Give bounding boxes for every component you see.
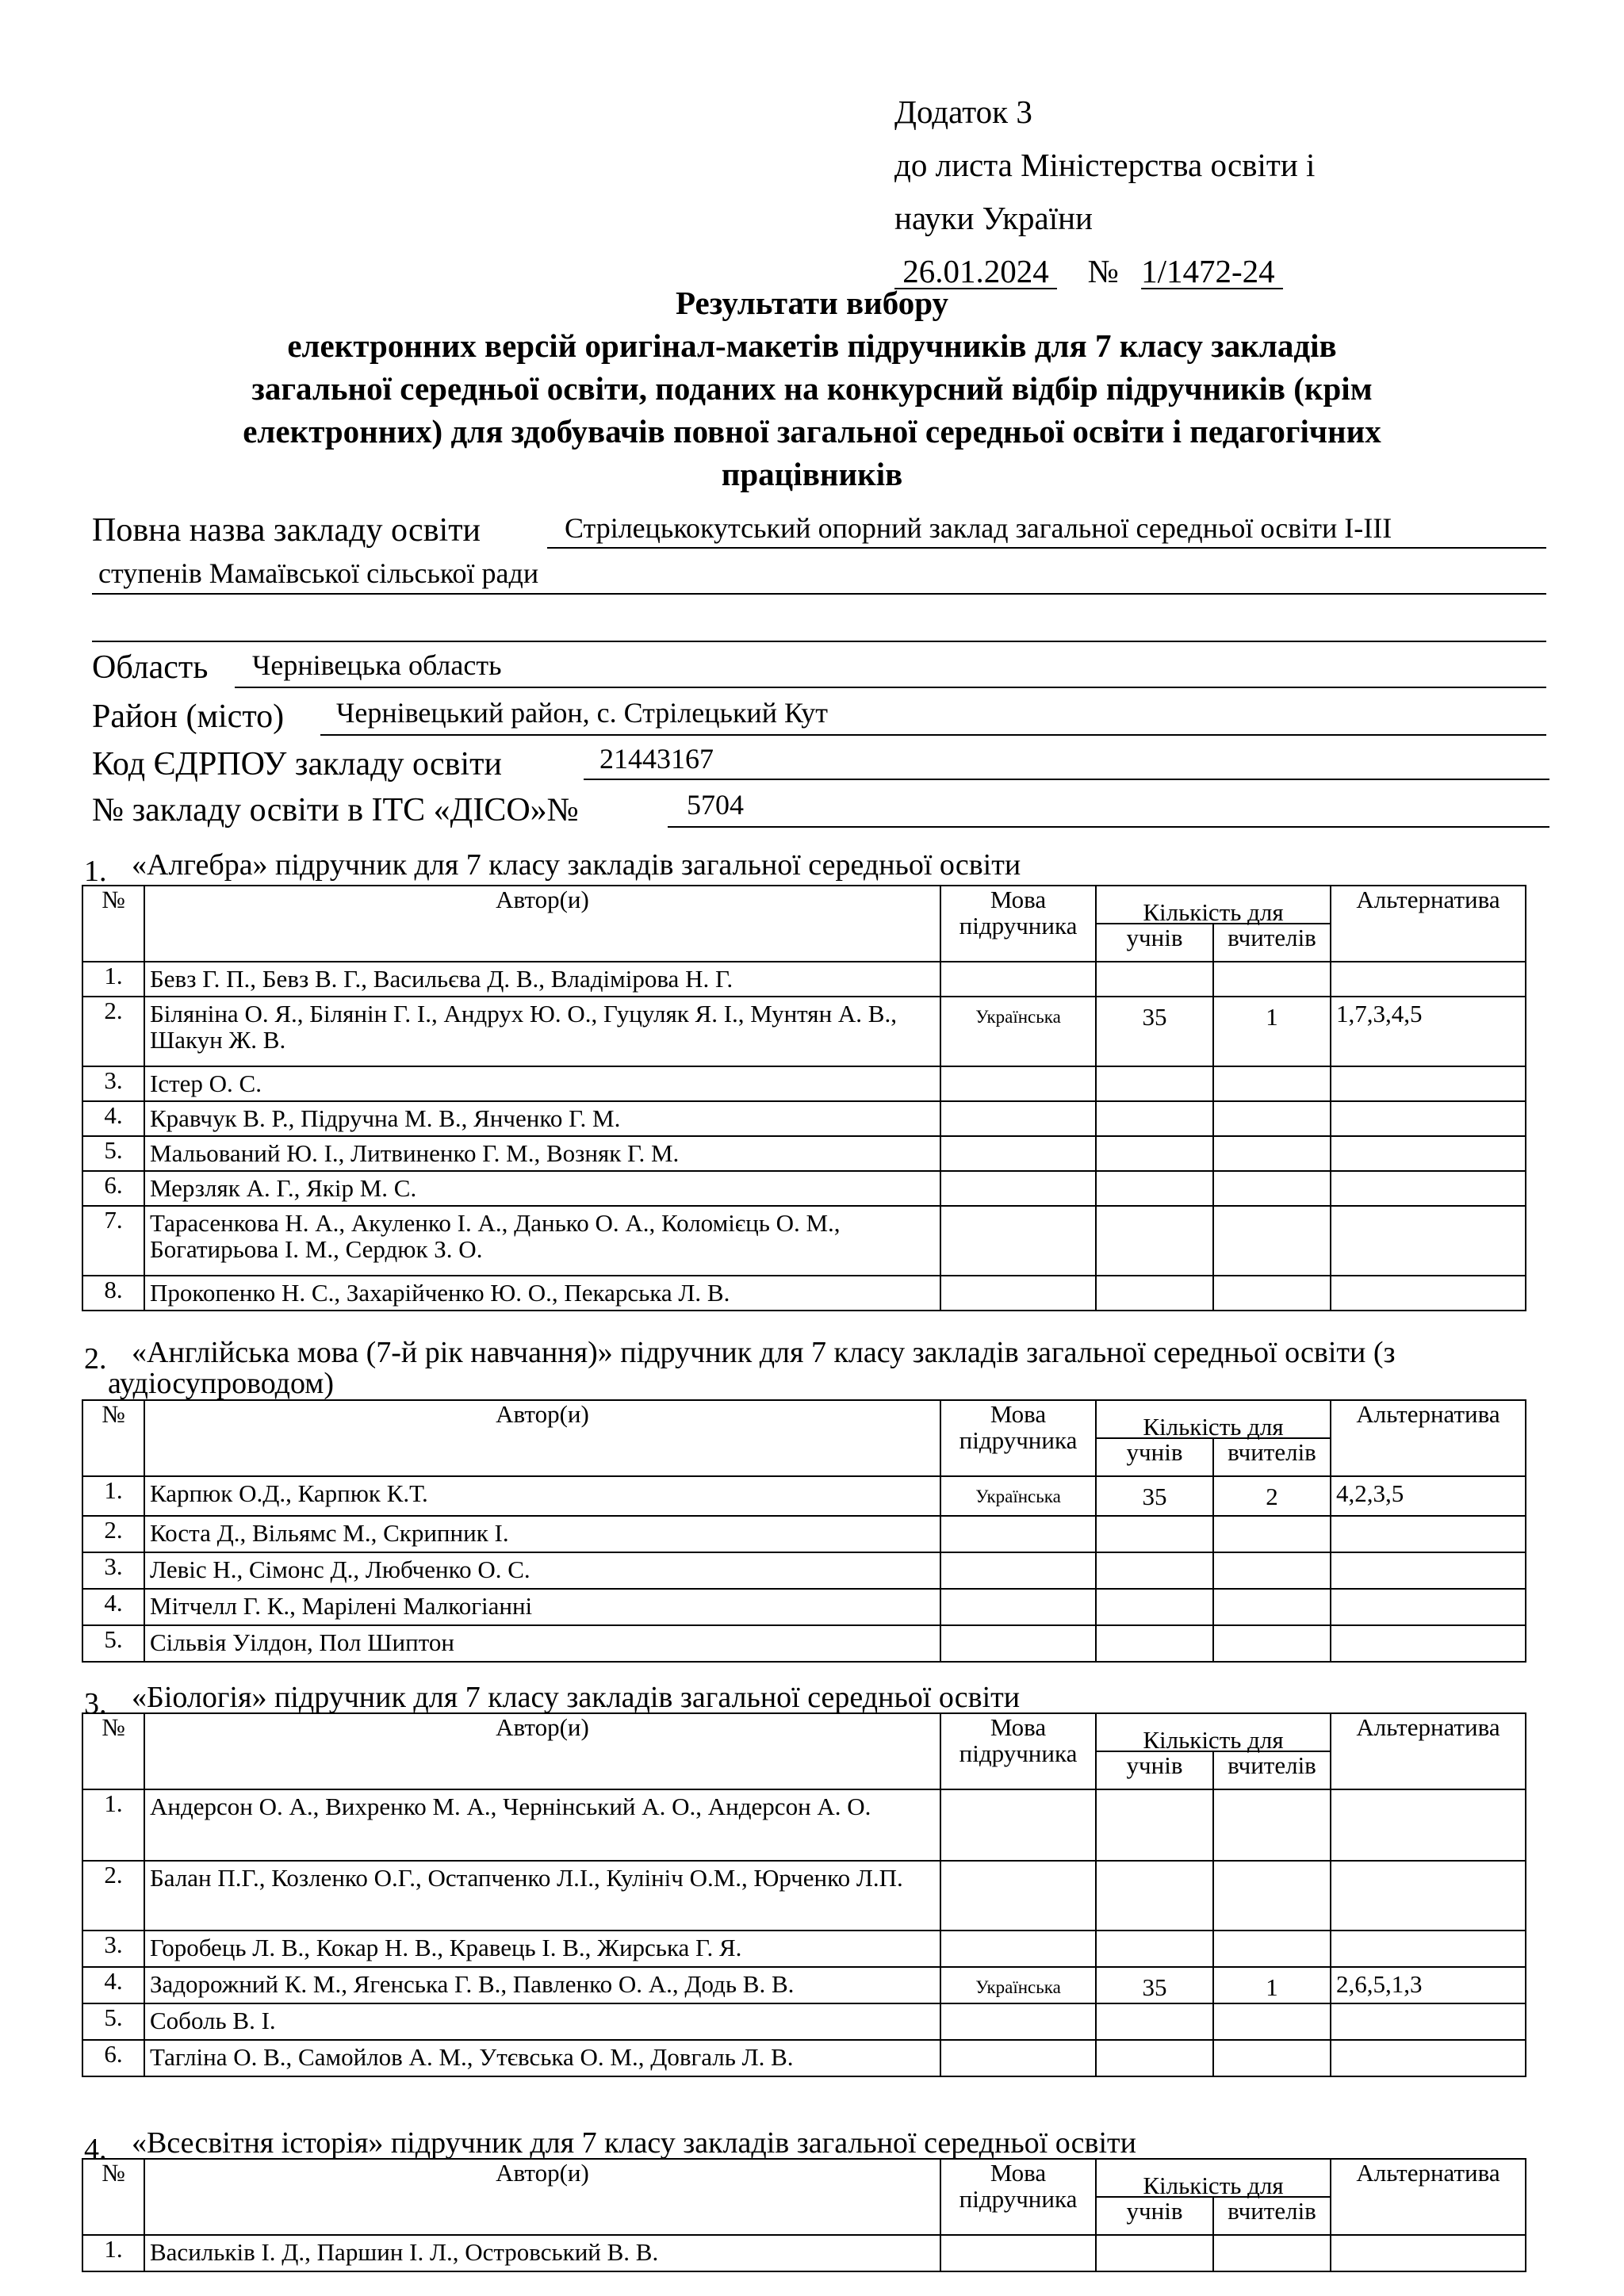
row-lang	[940, 2003, 1096, 2040]
row-teachers	[1213, 1552, 1331, 1589]
addendum-date: 26.01.2024	[894, 253, 1057, 289]
edrpou-underline	[584, 779, 1549, 780]
row-students: 35	[1096, 1476, 1213, 1516]
row-author: Левіс Н., Сімонс Д., Любченко О. С.	[144, 1552, 940, 1589]
row-teachers	[1213, 1625, 1331, 1662]
row-lang	[940, 2235, 1096, 2271]
table-row	[82, 1276, 1526, 1311]
row-author: Істер О. С.	[144, 1066, 940, 1101]
district-value: Чернівецький район, с. Стрілецький Кут	[336, 697, 828, 729]
region-label: Область	[92, 649, 209, 686]
its-underline	[668, 826, 1549, 828]
row-lang	[940, 1789, 1096, 1861]
row-author: Кравчук В. Р., Підручна М. В., Янченко Г. М.	[144, 1101, 940, 1136]
header-author: Автор(и)	[144, 2159, 940, 2235]
row-author: Тагліна О. В., Самойлов А. М., Утєвська О. М., Довгаль Л. В.	[144, 2040, 940, 2076]
header-lang	[940, 886, 1096, 962]
header-alternative: Альтернатива	[1331, 1713, 1526, 1789]
row-lang: Українська	[940, 1967, 1096, 2003]
table-row	[82, 1476, 1526, 1516]
header-count: Кількість для	[1096, 886, 1331, 924]
row-lang	[940, 1589, 1096, 1625]
table-row	[82, 2003, 1526, 2040]
district-underline	[320, 734, 1546, 736]
row-teachers	[1213, 1136, 1331, 1171]
row-alternative: 2,6,5,1,3	[1331, 1967, 1526, 2003]
row-number: 5.	[82, 1136, 144, 1171]
row-author: Тарасенкова Н. А., Акуленко І. А., Данько О. А., Коломієць О. М., Богатирьова І. М., Сердюк З. О.	[144, 1206, 940, 1276]
row-teachers	[1213, 2003, 1331, 2040]
region-value: Чернівецька область	[252, 649, 502, 681]
section-4-title	[84, 2125, 1136, 2166]
row-teachers: 1	[1213, 997, 1331, 1066]
row-lang	[940, 1206, 1096, 1276]
row-number: 1.	[82, 962, 144, 997]
table-row	[82, 1967, 1526, 2003]
row-number: 2.	[82, 1516, 144, 1552]
full-name-underline-2	[92, 593, 1546, 595]
row-number: 4.	[82, 1589, 144, 1625]
table-header-row	[82, 2159, 1526, 2197]
title-line-5: працівників	[721, 456, 903, 492]
row-number: 1.	[82, 2235, 144, 2271]
table-row	[82, 1206, 1526, 1276]
row-lang	[940, 1066, 1096, 1101]
header-alternative: Альтернатива	[1331, 1400, 1526, 1476]
section-4-title-text: «Всесвітня історія» підручник для 7 класу закладів загальної середньої освіти	[132, 2126, 1136, 2160]
row-lang: Українська	[940, 997, 1096, 1066]
row-alternative	[1331, 1276, 1526, 1311]
row-teachers	[1213, 1206, 1331, 1276]
row-author: Задорожний К. М., Ягенська Г. В., Павленко О. А., Додь В. В.	[144, 1967, 940, 2003]
table-header-row	[82, 1400, 1526, 1438]
section-3-title	[84, 1679, 1021, 1720]
row-number: 6.	[82, 1171, 144, 1206]
header-author: Автор(и)	[144, 1400, 940, 1476]
row-number: 2.	[82, 1861, 144, 1931]
header-no: №	[82, 1713, 144, 1789]
row-alternative	[1331, 2040, 1526, 2076]
row-students	[1096, 2235, 1213, 2271]
header-lang-line-1: Мова	[990, 1400, 1047, 1428]
addendum-block	[894, 86, 1315, 298]
row-students	[1096, 1861, 1213, 1931]
row-students	[1096, 1552, 1213, 1589]
row-students	[1096, 1171, 1213, 1206]
row-lang	[940, 1625, 1096, 1662]
row-teachers	[1213, 1589, 1331, 1625]
row-alternative	[1331, 1861, 1526, 1931]
row-lang	[940, 1276, 1096, 1311]
row-students: 35	[1096, 1967, 1213, 2003]
header-lang-line-2: підручника	[959, 1426, 1078, 1454]
row-students	[1096, 1589, 1213, 1625]
row-alternative	[1331, 1625, 1526, 1662]
row-students	[1096, 1625, 1213, 1662]
row-teachers: 1	[1213, 1967, 1331, 2003]
row-teachers	[1213, 2235, 1331, 2271]
table-row	[82, 1625, 1526, 1662]
section-1-title-text: «Алгебра» підручник для 7 класу закладів загальної середньої освіти	[132, 848, 1021, 882]
region-underline	[235, 687, 1546, 688]
table-row	[82, 1516, 1526, 1552]
section-2-title-text: «Англійська мова (7-й рік навчання)» підручник для 7 класу закладів загальної середньої освіти (з	[132, 1336, 1396, 1369]
header-count: Кількість для	[1096, 2159, 1331, 2197]
row-teachers	[1213, 2040, 1331, 2076]
section-1-number: 1.	[84, 855, 107, 888]
row-lang	[940, 962, 1096, 997]
row-number: 5.	[82, 1625, 144, 1662]
table-row	[82, 962, 1526, 997]
row-author: Прокопенко Н. С., Захарійченко Ю. О., Пекарська Л. В.	[144, 1276, 940, 1311]
district-label: Район (місто)	[92, 698, 285, 735]
full-name-underline-1	[547, 547, 1546, 549]
row-number: 4.	[82, 1967, 144, 2003]
section-3-number: 3.	[84, 1687, 107, 1720]
row-author: Андерсон О. А., Вихренко М. А., Чернінський А. О., Андерсон А. О.	[144, 1789, 940, 1861]
row-lang	[940, 1136, 1096, 1171]
row-students	[1096, 1066, 1213, 1101]
row-number: 3.	[82, 1552, 144, 1589]
table-row	[82, 1789, 1526, 1861]
header-students: учнів	[1096, 1751, 1213, 1789]
section-1-title	[84, 847, 1021, 888]
row-alternative: 1,7,3,4,5	[1331, 997, 1526, 1066]
addendum-line-2: до листа Міністерства освіти і	[894, 147, 1316, 183]
table-row	[82, 997, 1526, 1066]
row-alternative	[1331, 1789, 1526, 1861]
section-3-table	[82, 1712, 1526, 2077]
header-count: Кількість для	[1096, 1400, 1331, 1438]
row-number: 3.	[82, 1066, 144, 1101]
section-1-table	[82, 885, 1526, 1311]
title-line-4: електронних) для здобувачів повної загальної середньої освіти і педагогічних	[243, 413, 1381, 450]
title-line-1: Результати вибору	[676, 285, 948, 321]
row-students	[1096, 1101, 1213, 1136]
row-teachers	[1213, 1066, 1331, 1101]
row-author: Бевз Г. П., Бевз В. Г., Васильєва Д. В., Владімірова Н. Г.	[144, 962, 940, 997]
row-alternative	[1331, 1136, 1526, 1171]
header-students: учнів	[1096, 1438, 1213, 1476]
its-label: № закладу освіти в ІТС «ДІСО»№	[92, 792, 579, 828]
row-author: Мітчелл Г. К., Марілені Малкогіанні	[144, 1589, 940, 1625]
document-title	[79, 281, 1545, 496]
row-author: Васильків І. Д., Паршин І. Л., Островський В. В.	[144, 2235, 940, 2271]
full-name-label: Повна назва закладу освіти	[92, 512, 481, 549]
row-author: Мальований Ю. І., Литвиненко Г. М., Возняк Г. М.	[144, 1136, 940, 1171]
row-author: Мерзляк А. Г., Якір М. С.	[144, 1171, 940, 1206]
table-row	[82, 1101, 1526, 1136]
row-lang	[940, 1861, 1096, 1931]
header-teachers: вчителів	[1213, 1751, 1331, 1789]
header-teachers: вчителів	[1213, 1438, 1331, 1476]
section-3-title-text: «Біологія» підручник для 7 класу закладів загальної середньої освіти	[132, 1681, 1021, 1714]
edrpou-value: 21443167	[599, 743, 714, 775]
header-author: Автор(и)	[144, 1713, 940, 1789]
row-author: Карпюк О.Д., Карпюк К.Т.	[144, 1476, 940, 1516]
row-number: 8.	[82, 1276, 144, 1311]
row-teachers: 2	[1213, 1476, 1331, 1516]
section-2-table	[82, 1399, 1526, 1663]
row-teachers	[1213, 1276, 1331, 1311]
row-author: Соболь В. І.	[144, 2003, 940, 2040]
header-teachers: вчителів	[1213, 2197, 1331, 2235]
row-teachers	[1213, 1101, 1331, 1136]
header-lang-line-1: Мова	[990, 886, 1047, 913]
row-students	[1096, 2040, 1213, 2076]
header-no: №	[82, 1400, 144, 1476]
header-lang-line-1: Мова	[990, 1713, 1047, 1741]
header-author: Автор(и)	[144, 886, 940, 962]
row-number: 5.	[82, 2003, 144, 2040]
header-alternative: Альтернатива	[1331, 2159, 1526, 2235]
row-lang	[940, 1101, 1096, 1136]
table-row	[82, 1552, 1526, 1589]
table-row	[82, 2235, 1526, 2271]
table-row	[82, 1589, 1526, 1625]
row-teachers	[1213, 1516, 1331, 1552]
row-number: 2.	[82, 997, 144, 1066]
section-4-table	[82, 2158, 1526, 2272]
header-teachers: вчителів	[1213, 924, 1331, 962]
addendum-line-1: Додаток 3	[894, 94, 1032, 130]
row-alternative	[1331, 1589, 1526, 1625]
its-value: 5704	[687, 789, 744, 821]
row-number: 6.	[82, 2040, 144, 2076]
row-teachers	[1213, 1171, 1331, 1206]
row-students	[1096, 2003, 1213, 2040]
row-number: 1.	[82, 1789, 144, 1861]
row-alternative	[1331, 1931, 1526, 1967]
row-students	[1096, 1516, 1213, 1552]
row-lang	[940, 2040, 1096, 2076]
table-header-row	[82, 886, 1526, 924]
row-alternative	[1331, 2003, 1526, 2040]
table-header-row	[82, 1713, 1526, 1751]
header-students: учнів	[1096, 2197, 1213, 2235]
header-alternative: Альтернатива	[1331, 886, 1526, 962]
row-students: 35	[1096, 997, 1213, 1066]
row-lang	[940, 1516, 1096, 1552]
header-lang-line-1: Мова	[990, 2159, 1047, 2187]
row-teachers	[1213, 1861, 1331, 1931]
header-no: №	[82, 2159, 144, 2235]
row-author: Сільвія Уілдон, Пол Шиптон	[144, 1625, 940, 1662]
table-row	[82, 2040, 1526, 2076]
row-alternative	[1331, 1171, 1526, 1206]
row-number: 1.	[82, 1476, 144, 1516]
header-lang-line-2: підручника	[959, 2185, 1078, 2213]
header-students: учнів	[1096, 924, 1213, 962]
row-author: Горобець Л. В., Кокар Н. В., Кравець І. В., Жирська Г. Я.	[144, 1931, 940, 1967]
table-row	[82, 1931, 1526, 1967]
row-alternative	[1331, 1101, 1526, 1136]
full-name-value-2: ступенів Мамаївської сільської ради	[98, 557, 539, 589]
row-students	[1096, 1931, 1213, 1967]
row-alternative	[1331, 1206, 1526, 1276]
row-lang	[940, 1171, 1096, 1206]
row-students	[1096, 1276, 1213, 1311]
row-students	[1096, 1136, 1213, 1171]
header-lang	[940, 2159, 1096, 2235]
row-students	[1096, 962, 1213, 997]
row-students	[1096, 1206, 1213, 1276]
row-alternative	[1331, 1516, 1526, 1552]
header-lang	[940, 1400, 1096, 1476]
addendum-no-sign: №	[1087, 253, 1119, 289]
blank-underline	[92, 641, 1546, 642]
row-alternative	[1331, 1552, 1526, 1589]
addendum-line-3: науки України	[894, 200, 1093, 236]
row-number: 4.	[82, 1101, 144, 1136]
row-lang	[940, 1552, 1096, 1589]
row-teachers	[1213, 962, 1331, 997]
row-author: Коста Д., Вільямс М., Скрипник І.	[144, 1516, 940, 1552]
table-row	[82, 1171, 1526, 1206]
header-lang-line-2: підручника	[959, 1739, 1078, 1767]
row-alternative	[1331, 962, 1526, 997]
row-lang: Українська	[940, 1476, 1096, 1516]
section-2-number: 2.	[84, 1342, 107, 1376]
title-line-3: загальної середньої освіти, поданих на конкурсний відбір підручників (крім	[251, 370, 1373, 407]
full-name-value-1: Стрілецькокутський опорний заклад загальної середньої освіти І-ІІІ	[565, 512, 1392, 544]
table-row	[82, 1861, 1526, 1931]
title-line-2: електронних версій оригінал-макетів підручників для 7 класу закладів	[287, 327, 1337, 364]
row-teachers	[1213, 1931, 1331, 1967]
row-alternative	[1331, 1066, 1526, 1101]
row-number: 7.	[82, 1206, 144, 1276]
header-count: Кількість для	[1096, 1713, 1331, 1751]
header-no: №	[82, 886, 144, 962]
row-author: Балан П.Г., Козленко О.Г., Остапченко Л.І., Кулініч О.М., Юрченко Л.П.	[144, 1861, 940, 1931]
edrpou-label: Код ЄДРПОУ закладу освіти	[92, 746, 502, 783]
row-students	[1096, 1789, 1213, 1861]
row-lang	[940, 1931, 1096, 1967]
row-alternative	[1331, 2235, 1526, 2271]
table-row	[82, 1066, 1526, 1101]
row-author: Біляніна О. Я., Білянін Г. І., Андрух Ю. О., Гуцуляк Я. І., Мунтян А. В., Шакун Ж. В.	[144, 997, 940, 1066]
addendum-number: 1/1472-24	[1141, 253, 1283, 289]
row-alternative: 4,2,3,5	[1331, 1476, 1526, 1516]
section-2-title-line-2: аудіосупроводом)	[108, 1367, 334, 1400]
header-lang-line-2: підручника	[959, 912, 1078, 939]
section-4-number: 4.	[84, 2133, 107, 2166]
header-lang	[940, 1713, 1096, 1789]
row-number: 3.	[82, 1931, 144, 1967]
table-row	[82, 1136, 1526, 1171]
row-teachers	[1213, 1789, 1331, 1861]
